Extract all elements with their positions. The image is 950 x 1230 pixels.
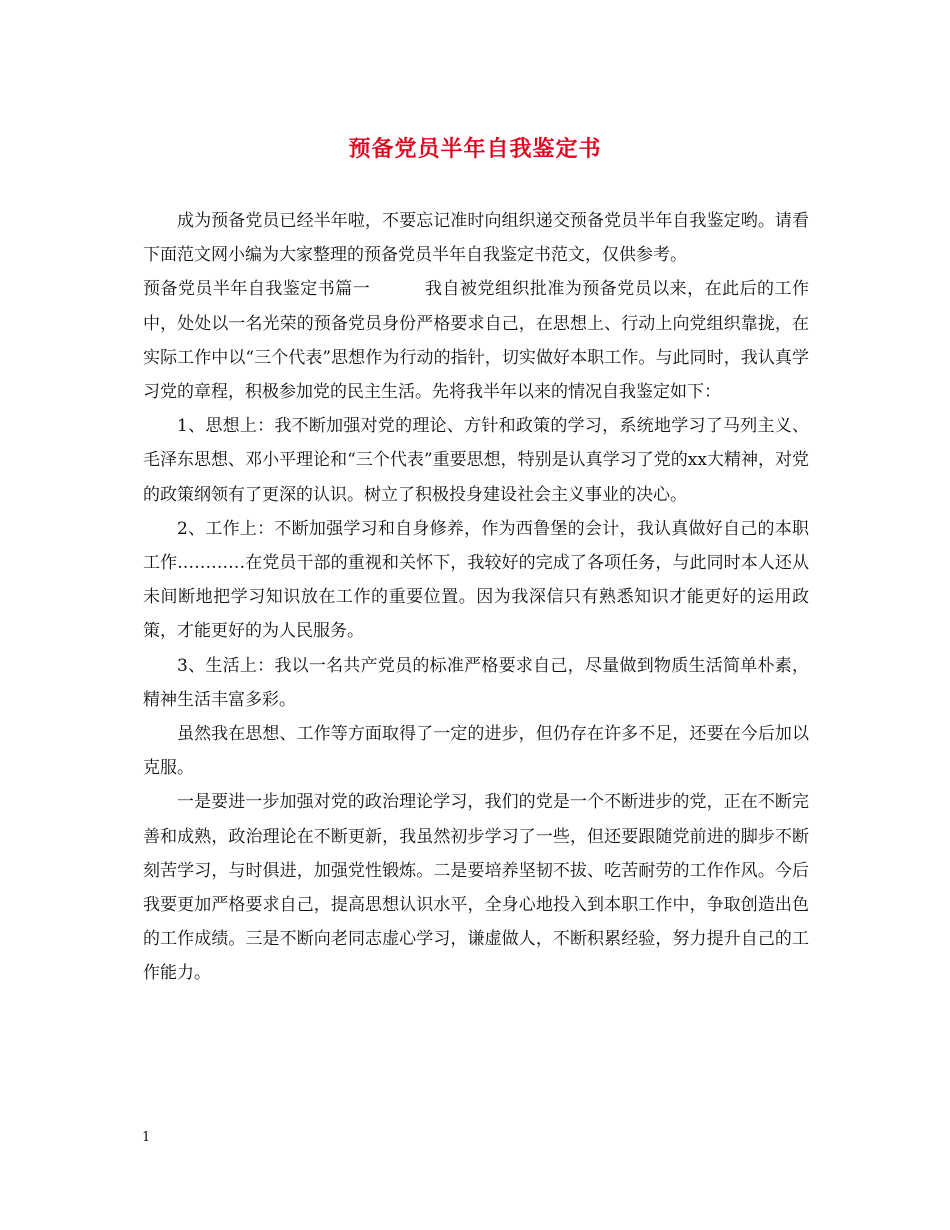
paragraph-life: 3、生活上：我以一名共产党员的标准严格要求自己，尽量做到物质生活简单朴素，精神生活丰富多彩。 <box>143 655 809 710</box>
paragraph-work: 2、工作上：不断加强学习和自身修养，作为西鲁堡的会计，我认真做好自己的本职工作…………在党员干部的重视和关怀下，我较好的完成了各项任务，与此同时本人还从未间断地把学习知识放在工作的重要位置。因为我深信只有熟悉知识才能更好的运用政策，才能更好的为人民服务。 <box>143 518 809 642</box>
paragraph-plans: 一是要进一步加强对党的政治理论学习，我们的党是一个不断进步的党，正在不断完善和成熟，政治理论在不断更新，我虽然初步学习了一些，但还要跟随党前进的脚步不断刻苦学习，与时俱进，加强党性锻炼。二是要培养坚韧不拔、吃苦耐劳的工作作风。今后我要更加严格要求自己，提高思想认识水平，全身心地投入到本职工作中，争取创造出色的工作成绩。三是不断向老同志虚心学习，谦虚做人，不断积累经验，努力提升自己的工作能力。 <box>143 792 809 984</box>
paragraph-thought: 1、思想上：我不断加强对党的理论、方针和政策的学习，系统地学习了马列主义、毛泽东思想、邓小平理论和“三个代表”重要思想，特别是认真学习了党的xx大精神，对党的政策纲领有了更深的认识。树立了积极投身建设社会主义事业的决心。 <box>143 416 809 505</box>
paragraph-shortcomings: 虽然我在思想、工作等方面取得了一定的进步，但仍存在许多不足，还要在今后加以克服。 <box>143 724 809 779</box>
page-number: 1 <box>142 1130 151 1145</box>
document-body <box>143 204 809 991</box>
section-label: 预备党员半年自我鉴定书篇一 <box>143 279 371 300</box>
document-title: 预备党员半年自我鉴定书 <box>348 137 602 162</box>
section-paragraph <box>143 272 809 409</box>
intro-paragraph: 成为预备党员已经半年啦，不要忘记准时向组织递交预备党员半年自我鉴定哟。请看下面范文网小编为大家整理的预备党员半年自我鉴定书范文，仅供参考。 <box>143 211 809 266</box>
section-text: 我自被党组织批准为预备党员以来，在此后的工作中，处处以一名光荣的预备党员身份严格要求自己，在思想上、行动上向党组织靠拢，在实际工作中以“三个代表”思想作为行动的指针，切实做好本职工作。与此同时，我认真学习党的章程，积极参加党的民主生活。先将我半年以来的情况自我鉴定如下： <box>143 279 810 403</box>
